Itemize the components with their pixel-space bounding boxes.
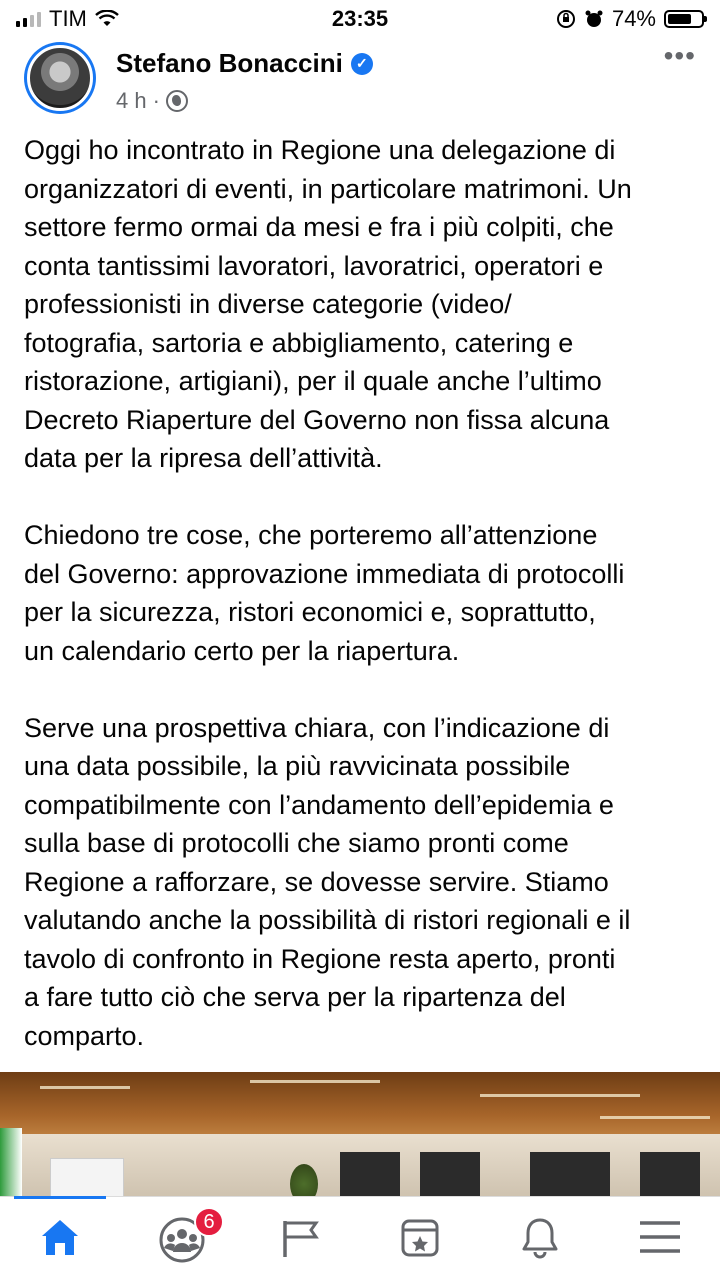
post-text-line: comparto.: [24, 1020, 145, 1051]
tab-pages[interactable]: [240, 1197, 360, 1281]
carrier-label: TIM: [49, 6, 87, 31]
post-text-line: Serve una prospettiva chiara, con l’indicazione di: [24, 712, 610, 743]
bottom-tab-bar: [0, 1196, 720, 1281]
post-text-line: ristorazione, artigiani), per il quale anche l’ultimo: [24, 366, 602, 396]
post-photo[interactable]: [0, 1072, 720, 1196]
post-paragraph: [24, 709, 704, 1056]
status-bar: [0, 0, 720, 40]
rotation-lock-icon: [556, 9, 576, 29]
status-right: [556, 6, 704, 32]
post-text-line: professionisti in diverse categorie (video/: [24, 289, 512, 319]
post-paragraph: [24, 131, 704, 478]
post-text-line: fotografia, sartoria e abbigliamento, catering e: [24, 327, 574, 358]
post-text-line: per la sicurezza, ristori economici e, soprattutto,: [24, 597, 596, 627]
notifications-bell-icon: [518, 1215, 562, 1259]
post-text: [24, 131, 704, 1094]
meta-separator: ·: [152, 88, 160, 113]
alarm-icon: [584, 9, 604, 29]
post-text-line: organizzatori di eventi, in particolare matrimoni. Un: [24, 173, 632, 204]
post-text-line: settore fermo ormai da mesi e fra i più colpiti, che: [24, 212, 614, 242]
home-icon: [38, 1215, 82, 1259]
post-timestamp[interactable]: 4 h: [116, 88, 147, 113]
post-text-line: del Governo: approvazione immediata di protocolli: [24, 558, 625, 589]
post-paragraph: [24, 516, 704, 670]
tab-menu[interactable]: [600, 1197, 720, 1281]
post-text-line: Regione a rafforzare, se dovesse servire. Stiamo: [24, 866, 609, 897]
post-header: [24, 40, 696, 120]
pages-flag-icon: [278, 1215, 322, 1259]
post-text-line: Chiedono tre cose, che porteremo all’attenzione: [24, 520, 598, 550]
tab-notifications[interactable]: [480, 1197, 600, 1281]
post-text-line: a fare tutto ciò che serva per la ripartenza del: [24, 982, 566, 1012]
groups-notification-badge: 6: [194, 1207, 224, 1237]
post-text-line: compatibilmente con l’andamento dell’epidemia e: [24, 789, 614, 820]
author-name-row: [116, 48, 373, 79]
tab-groups[interactable]: [120, 1197, 240, 1281]
post-text-line: una data possibile, la più ravvicinata possibile: [24, 751, 571, 781]
public-globe-icon: [166, 90, 188, 112]
post-text-line: valutando anche la possibilità di ristori regionali e il: [24, 905, 631, 935]
post-text-line: data per la ripresa dell’attività.: [24, 443, 383, 473]
saved-icon: [398, 1215, 442, 1259]
verified-badge-icon: ✓: [351, 53, 373, 75]
post-text-line: un calendario certo per la riapertura.: [24, 635, 460, 666]
battery-icon: [664, 10, 704, 28]
clock: 23:35: [331, 6, 389, 31]
post-text-line: Decreto Riaperture del Governo non fissa alcuna: [24, 404, 610, 435]
post-text-line: sulla base di protocolli che siamo pronti come: [24, 828, 569, 858]
tab-home[interactable]: [0, 1197, 120, 1281]
tab-saved[interactable]: [360, 1197, 480, 1281]
active-tab-indicator: [14, 1196, 106, 1199]
author-avatar[interactable]: [24, 42, 96, 114]
author-name[interactable]: Stefano Bonaccini: [116, 48, 343, 78]
more-options-icon[interactable]: •••: [663, 40, 696, 71]
battery-percentage: 74%: [611, 6, 656, 31]
post-text-line: Oggi ho incontrato in Regione una delegazione di: [24, 135, 616, 165]
post-text-line: conta tantissimi lavoratori, lavoratrici, operatori e: [24, 250, 604, 281]
post-text-line: tavolo di confronto in Regione resta aperto, pronti: [24, 943, 616, 974]
post-meta: [116, 88, 188, 114]
menu-icon: [638, 1215, 682, 1259]
